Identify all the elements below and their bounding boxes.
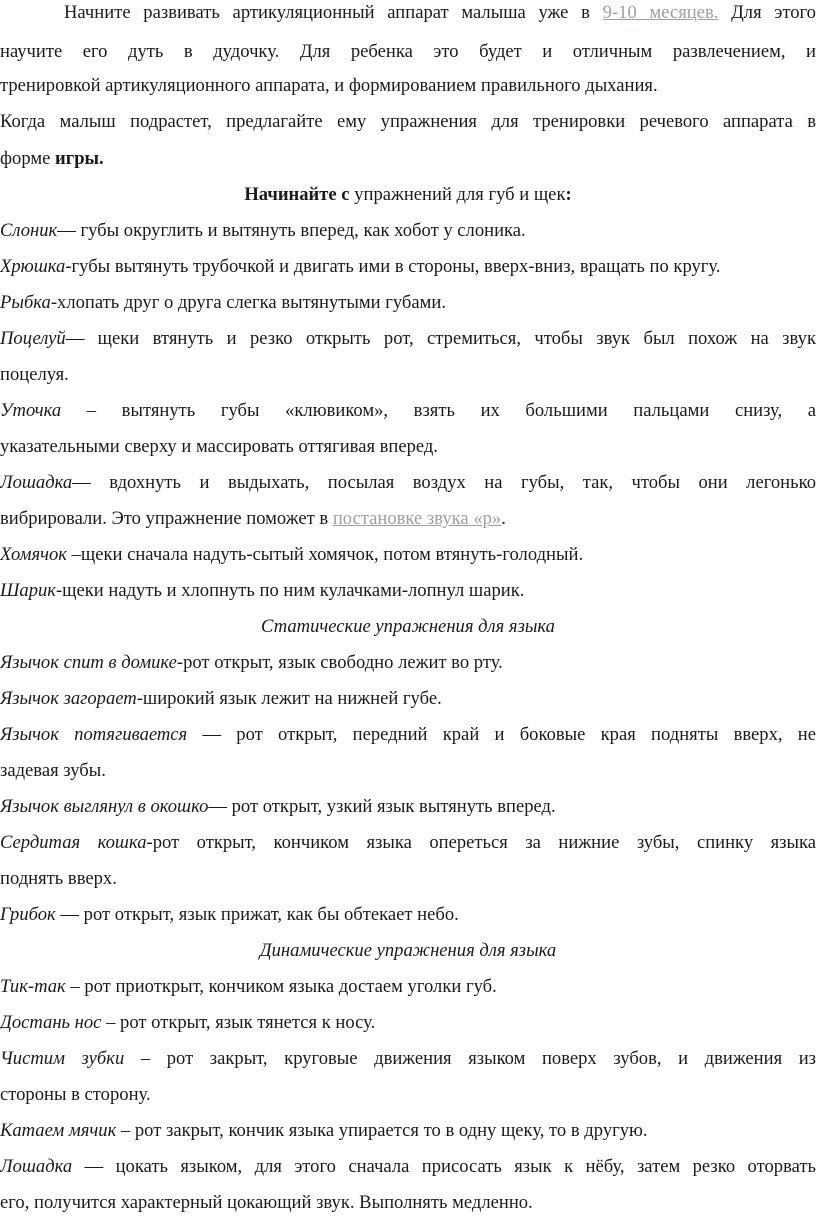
intro-line-1 [0, 2, 816, 24]
exercise-text: — губы округлить и вытянуть вперед, как хобот у слоника. [57, 220, 526, 241]
exercise-text: -хлопать друг о друга слегка вытянутыми губами. [50, 292, 447, 313]
exercise-name: Сердитая кошка [0, 832, 147, 853]
exercise-spit [0, 652, 816, 674]
intro-text: форме [0, 148, 56, 169]
sound-r-link[interactable]: постановке звука «р» [332, 508, 502, 529]
lips-heading [0, 184, 816, 206]
exercise-text: -рот открыт, язык свободно лежит во рту. [176, 652, 503, 673]
intro-line-2: научите его дуть в дудочку. Для ребенка это будет и отличным развлечением, и [0, 41, 816, 62]
exercise-loshadka-tongue [0, 1156, 816, 1178]
exercise-name: Уточка [0, 400, 62, 421]
exercise-loshadka-lips [0, 472, 816, 494]
exercise-koshka-cont: поднять вверх. [0, 868, 117, 889]
exercise-name: Тик-так [0, 976, 66, 997]
age-link[interactable]: 9-10 месяцев. [602, 2, 719, 23]
exercise-text: вибрировали. Это упражнение поможет в [0, 508, 333, 529]
intro-line-5 [0, 148, 816, 170]
exercise-name: Шарик [0, 580, 56, 601]
exercise-text: -щеки надуть и хлопнуть по ним кулачками-лопнул шарик. [55, 580, 525, 601]
exercise-text: -губы вытянуть трубочкой и двигать ими в стороны, вверх-вниз, вращать по кругу. [65, 256, 721, 277]
exercise-zubki-cont: стороны в сторону. [0, 1084, 151, 1105]
exercise-text: –щеки сначала надуть-сытый хомячок, потом втянуть-голодный. [66, 544, 584, 565]
exercise-nos [0, 1012, 816, 1034]
exercise-name: Рыбка [0, 292, 51, 313]
exercise-name: Лошадка [0, 472, 73, 493]
exercise-zubki [0, 1048, 816, 1070]
exercise-text: – рот закрыт, кончик языка упирается то в одну щеку, то в другую. [116, 1120, 648, 1141]
exercise-text: — вдохнуть и выдыхать, посылая воздух на губы, так, чтобы они легонько [72, 472, 816, 493]
exercise-name: Поцелуй [0, 328, 66, 349]
exercise-zagoraet [0, 688, 816, 710]
exercise-text: – рот приоткрыт, кончиком языка достаем уголки губ. [65, 976, 497, 997]
exercise-slonik [0, 220, 816, 242]
exercise-koshka [0, 832, 816, 854]
dynamic-heading: Динамические упражнения для языка [259, 940, 557, 961]
exercise-name: Чистим зубки [0, 1048, 125, 1069]
intro-text: Начните развивать артикуляционный аппарат малыша уже в [64, 2, 603, 23]
exercise-potseluy-cont: поцелуя. [0, 364, 69, 385]
exercise-name: Язычок спит в домике [0, 652, 177, 673]
exercise-name: Лошадка [0, 1156, 73, 1177]
intro-line-3: тренировкой артикуляционного аппарата, и формированием правильного дыхания. [0, 75, 658, 96]
exercise-myachik [0, 1120, 816, 1142]
intro-text: Для этого [718, 2, 816, 23]
exercise-name: Язычок потягивается [0, 724, 188, 745]
exercise-vyglyanul [0, 796, 816, 818]
exercise-name: Хомячок [0, 544, 67, 565]
exercise-potyagivaetsya-cont: задевая зубы. [0, 760, 106, 781]
exercise-utochka-cont: указательными сверху и массировать оттягивая вперед. [0, 436, 439, 457]
exercise-text: — рот открыт, узкий язык вытянуть вперед. [208, 796, 556, 817]
exercise-text: . [501, 508, 506, 529]
exercise-text: — щеки втянуть и резко открыть рот, стремиться, чтобы звук был похож на звук [65, 328, 816, 349]
exercise-text: — цокать языком, для этого сначала присосать язык к нёбу, затем резко оторвать [72, 1156, 816, 1177]
static-heading: Статические упражнения для языка [261, 616, 555, 637]
heading-colon: : [565, 184, 572, 205]
exercise-text: — рот открыт, язык прижат, как бы обтекает небо. [55, 904, 459, 925]
exercise-tiktak [0, 976, 816, 998]
exercise-text: – вытянуть губы «клювиком», взять их большими пальцами снизу, а [61, 400, 816, 421]
exercise-utochka [0, 400, 816, 422]
exercise-text: -широкий язык лежит на нижней губе. [136, 688, 442, 709]
intro-line-4: Когда малыш подрастет, предлагайте ему упражнения для тренировки речевого аппарата в [0, 111, 816, 132]
exercise-rybka [0, 292, 816, 314]
exercise-name: Катаем мячик [0, 1120, 117, 1141]
exercise-text: -рот открыт, кончиком языка опереться за нижние зубы, спинку языка [146, 832, 816, 853]
exercise-gribok [0, 904, 816, 926]
exercise-potseluy [0, 328, 816, 350]
exercise-name: Язычок выглянул в окошко [0, 796, 209, 817]
exercise-text: – рот открыт, язык тянется к носу. [101, 1012, 376, 1033]
exercise-loshadka-tongue-cont: его, получится характерный цокающий звук. Выполнять медленно. [0, 1192, 533, 1213]
exercise-khryushka [0, 256, 816, 278]
exercise-text: – рот закрыт, круговые движения языком поверх зубов, и движения из [124, 1048, 816, 1069]
exercise-name: Хрюшка [0, 256, 66, 277]
exercise-name: Язычок загорает [0, 688, 137, 709]
exercise-sharik [0, 580, 816, 602]
intro-bold-word: игры. [55, 148, 104, 169]
exercise-name: Достань нос [0, 1012, 102, 1033]
exercise-potyagivaetsya [0, 724, 816, 746]
heading-text: упражнений для губ и щек [349, 184, 566, 205]
heading-bold: Начинайте с [244, 184, 350, 205]
exercise-khomyachok [0, 544, 816, 566]
exercise-text: — рот открыт, передний край и боковые края подняты вверх, не [187, 724, 816, 745]
exercise-loshadka-lips-cont [0, 508, 816, 530]
exercise-name: Слоник [0, 220, 58, 241]
exercise-name: Грибок [0, 904, 56, 925]
